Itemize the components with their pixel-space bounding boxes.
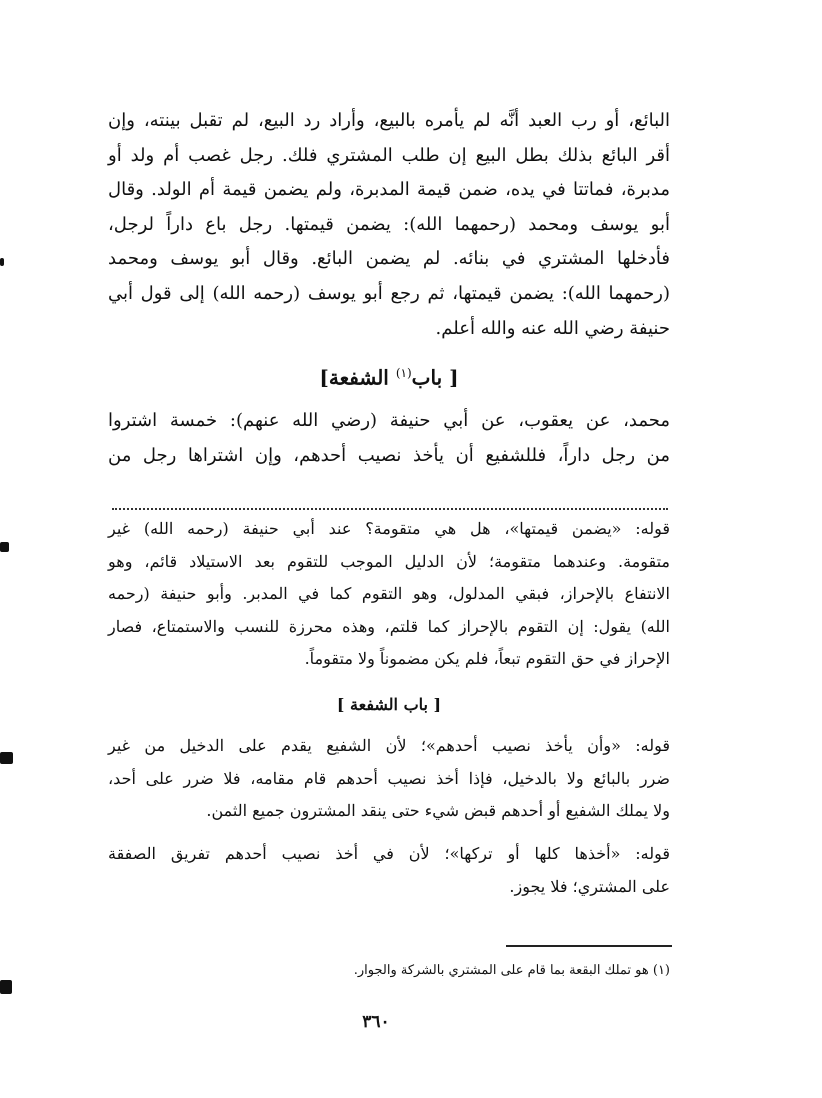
commentary-para1 bbox=[108, 513, 670, 676]
footnote-rule bbox=[506, 945, 672, 947]
scan-mark bbox=[0, 752, 13, 764]
main-line: أقر البائع بذلك بطل البيع إن طلب المشتري فلك. رجل غصب أم ولد أو bbox=[108, 144, 670, 166]
main-text bbox=[108, 104, 670, 346]
main-line: مدبرة، فماتتا في يده، ضمن قيمة المدبرة، ولم يضمن قيمة أم الولد. وقال bbox=[108, 179, 670, 201]
commentary-line: الانتفاع بالإحراز، فبقي المدلول، وهو التقوم كما في المدبر. وأبو حنيفة (رحمه bbox=[108, 584, 670, 604]
commentary-line: قوله: «يضمن قيمتها»، هل هي متقومة؟ عند أبي حنيفة (رحمه الله) غير bbox=[108, 519, 670, 538]
chapter-line: محمد، عن يعقوب، عن أبي حنيفة (رضي الله عنهم): خمسة اشتروا bbox=[108, 410, 670, 431]
chapter-title: [ باب bbox=[411, 365, 459, 390]
scan-mark bbox=[0, 258, 4, 266]
commentary-line: قوله: «وأن يأخذ نصيب أحدهم»؛ لأن الشفيع يقدم على الدخيل من غير bbox=[108, 736, 671, 755]
commentary-line: قوله: «أخذها كلها أو تركها»؛ لأن في أخذ نصيب أحدهم تفريق الصفقة bbox=[108, 844, 670, 863]
main-line: أبو يوسف ومحمد (رحمهما الله): يضمن قيمتها. رجل باع داراً لرجل، bbox=[108, 213, 670, 235]
main-line: حنيفة رضي الله عنه والله أعلم. bbox=[435, 317, 670, 339]
commentary-line: ضرر بالبائع ولا بالدخيل، فإذا أخذ نصيب أحدهم قام مقامه، فلا ضرر على أحد، bbox=[108, 768, 670, 788]
commentary-line: متقومة. وعندهما متقومة؛ لأن الدليل الموجب للتقوم بعد الاستيلاد قائم، وهو bbox=[108, 551, 670, 571]
page-number: ٣٦٠ bbox=[362, 1012, 390, 1032]
main-line: (رحمهما الله): يضمن قيمتها، ثم رجع أبو يوسف (رحمه الله) إلى قول أبي bbox=[108, 282, 670, 304]
commentary-line: الإحراز في حق التقوم تبعاً، فلم يكن مضموناً ولا متقوماً. bbox=[304, 649, 670, 669]
commentary-line: الله) يقول: إن التقوم بالإحراز كما قلتم، وهذه محرزة للنسب والاستمتاع، فصار bbox=[108, 616, 670, 636]
chapter-title-rest: الشفعة] bbox=[319, 365, 396, 390]
chapter-text bbox=[108, 404, 670, 473]
main-line: البائع، أو رب العبد أنَّه لم يأمره بالبيع، وأراد رد البيع، لم تقبل بينته، وإن bbox=[108, 110, 670, 131]
main-line: فأدخلها المشتري في بنائه. لم يضمن البائع. وقال أبو يوسف ومحمد bbox=[108, 248, 670, 270]
commentary-para3 bbox=[108, 838, 670, 903]
footnote: (١) هو تملك البقعة بما قام على المشتري بالشركة والجوار. bbox=[353, 963, 670, 978]
dotted-separator bbox=[112, 494, 668, 510]
commentary-para2 bbox=[108, 730, 670, 828]
scan-mark bbox=[0, 980, 12, 994]
chapter-heading bbox=[108, 356, 670, 390]
chapter-line: من رجل داراً، فللشفيع أن يأخذ نصيب أحدهم، وإن اشتراها رجل من bbox=[108, 444, 671, 466]
footnote-ref: (١) bbox=[395, 366, 412, 380]
scan-mark bbox=[0, 542, 9, 552]
commentary-line: ولا يملك الشفيع أو أحدهم قبض شيء حتى ينقد المشترون جميع الثمن. bbox=[206, 801, 670, 821]
commentary-line: على المشتري؛ فلا يجوز. bbox=[509, 876, 670, 896]
commentary-chapter-heading: [ باب الشفعة ] bbox=[336, 695, 442, 714]
